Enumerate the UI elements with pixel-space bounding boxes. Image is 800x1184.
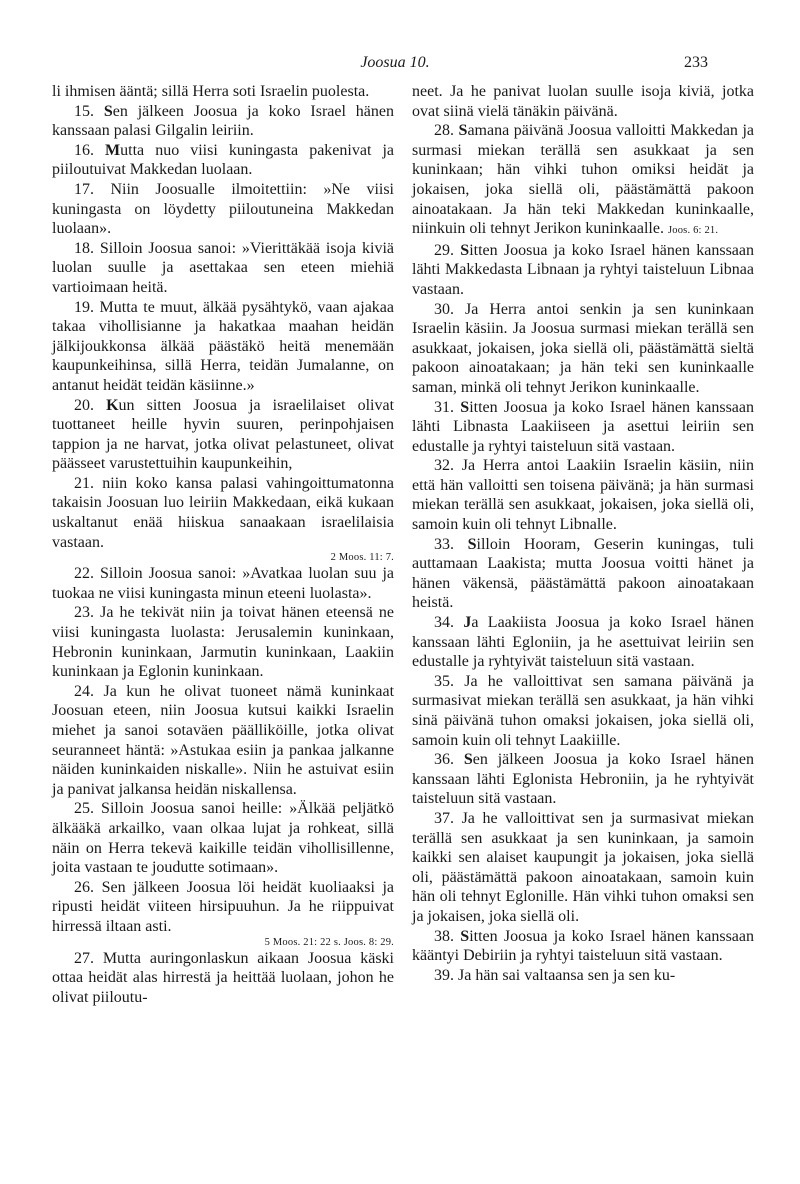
cross-reference: 2 Moos. 11: 7. bbox=[330, 552, 394, 564]
verse-text: Ja hän sai valtaansa sen ja sen ku- bbox=[458, 966, 676, 984]
running-title: Joosua 10. bbox=[360, 54, 430, 71]
verse-number: 39. bbox=[434, 966, 454, 984]
verse-35 bbox=[412, 672, 754, 750]
verse-number: 34. bbox=[434, 614, 454, 632]
verse-39 bbox=[412, 966, 754, 986]
verse-text: a Laakiista Joosua ja koko Israel hänen kanssaan lähti Egloniin, ja he asettuivat leiriin sen edustalle ja ryhtyivät taisteluun sitä vastaan. bbox=[412, 614, 755, 671]
verse-number: 37. bbox=[434, 809, 454, 827]
verse-20 bbox=[52, 396, 394, 474]
verse-number: 25. bbox=[74, 800, 94, 818]
verse-number: 17. bbox=[74, 180, 94, 198]
verse-text: Ja Herra antoi senkin ja sen kuninkaan Israelin käsiin. Ja Joosua surmasi miekan terällä sen asukkaat, jokaisen, joka siellä oli, päästämättä sieltä pakoon ainoatakaan; ja hän teki sen kuninkaalle saman, minkä oli tehnyt Jerikon kuninkaalle. bbox=[412, 300, 755, 396]
verse-text: en jälkeen Joosua ja koko Israel hänen kanssaan lähti Eglonista Hebroniin, ja he ryhtyivät taisteluun sitä vastaan. bbox=[412, 751, 755, 808]
page-header bbox=[0, 54, 800, 78]
verse-text: itten Joosua ja koko Israel hänen kanssaan lähti Libnasta Laakiiseen ja asettui leiriin sen edustalle ja ryhtyi taisteluun sitä vastaan. bbox=[412, 398, 755, 455]
cross-reference: 5 Moos. 21: 22 s. Joos. 8: 29. bbox=[264, 936, 394, 948]
verse-lead-letter: S bbox=[103, 102, 113, 120]
verse-text: Ja he valloittivat sen ja surmasivat miekan terällä sen asukkaat ja sen kuninkaan, ja samoin kaikki sen alaiset kaupungit ja jokaisen, joka siellä oli, päästämättä pakoon ainoatakaan, samoin kuin hän oli tehnyt Eglonille. Hän vihki tuhon omaksi sen ja jokaisen, joka siellä oli. bbox=[412, 809, 755, 925]
verse-lead-letter: S bbox=[460, 398, 470, 416]
verse-number: 30. bbox=[434, 300, 454, 318]
verse-24 bbox=[52, 682, 394, 800]
verse-37 bbox=[412, 809, 754, 927]
verse-number: 26. bbox=[74, 878, 94, 896]
verse-38 bbox=[412, 927, 754, 966]
verse-30 bbox=[412, 300, 754, 398]
verse-19 bbox=[52, 298, 394, 396]
verse-text: Mutta auringonlaskun aikaan Joosua käski ottaa heidät alas hirrestä ja heittää luolaan, johon he olivat piiloutu- bbox=[52, 949, 394, 1006]
verse-18 bbox=[52, 239, 394, 298]
verse-number: 28. bbox=[434, 122, 454, 140]
verse-lead-letter: J bbox=[463, 614, 472, 632]
verse-number: 29. bbox=[434, 241, 454, 259]
verse-text: illoin Hooram, Geserin kuningas, tuli auttamaan Laakista; mutta Joosua voitti hänet ja hänen väkensä, päästämättä pakoon ainoatakaan heistä. bbox=[412, 535, 755, 612]
verse-number: 24. bbox=[74, 682, 94, 700]
verse-number: 38. bbox=[434, 927, 454, 945]
verse-number: 22. bbox=[74, 565, 94, 583]
verse-text: Ja he tekivät niin ja toivat hänen eteensä ne viisi kuningasta luolasta: Jerusalemin kuninkaan, Hebronin kuninkaan, Jarmutin kuninkaan, Laakiin kuninkaan ja Eglonin kuninkaan. bbox=[52, 604, 395, 681]
left-column bbox=[52, 82, 394, 1007]
verse-26 bbox=[52, 878, 394, 949]
verse-lead-letter: S bbox=[467, 535, 477, 553]
verse-33 bbox=[412, 535, 754, 613]
verse-text: Sen jälkeen Joosua löi heidät kuoliaaksi ja ripusti heidät viiteen hirsipuuhun. Ja he riippuivat hirressä iltaan asti. bbox=[52, 878, 395, 935]
verse-lead-letter: S bbox=[460, 241, 470, 259]
verse-text: en jälkeen Joosua ja koko Israel hänen kanssaan palasi Gilgalin leiriin. bbox=[52, 102, 395, 140]
verse-25 bbox=[52, 799, 394, 877]
verse-number: 31. bbox=[434, 398, 454, 416]
verse-text: un sitten Joosua ja israelilaiset olivat tuottaneet heille hyvin suuren, perinpohjaisen tappion ja ne harvat, jotka olivat pelastuneet, olivat päässeet varustettuihin kaupunkeihin, bbox=[52, 396, 395, 473]
verse-34 bbox=[412, 613, 754, 672]
verse-text: niin koko kansa palasi vahingoittumatonna takaisin Joosuan luo leiriin Makkedaan, eikä kukaan uskaltanut enää hiiskua sanaakaan israelilaisia vastaan. bbox=[52, 474, 394, 551]
right-column bbox=[412, 82, 754, 985]
verse-text: Ja Herra antoi Laakiin Israelin käsiin, niin että hän valloitti sen toisena päivänä; ja hän surmasi miekan terällä sen asukkaat, jokaisen, joka siellä oli, samoin kuin oli tehnyt Libnalle. bbox=[412, 457, 755, 534]
verse-17 bbox=[52, 180, 394, 239]
verse-number: 19. bbox=[74, 298, 94, 316]
verse-32 bbox=[412, 456, 754, 534]
verse-lead-letter: S bbox=[460, 927, 470, 945]
verse-22 bbox=[52, 564, 394, 603]
verse-number: 20. bbox=[74, 396, 94, 414]
verse-number: 23. bbox=[74, 604, 94, 622]
verse-text: Ja he valloittivat sen samana päivänä ja surmasivat miekan terällä sen asukkaat, ja hän vihki sinä päivänä tuhon omaksi jokaisen, joka siellä oli, samoin kuin oli tehnyt Laakiille. bbox=[412, 672, 754, 749]
verse-number: 21. bbox=[74, 474, 94, 492]
verse-number: 32. bbox=[434, 457, 454, 475]
verse-lead-letter: M bbox=[105, 141, 121, 159]
verse-27 bbox=[52, 949, 394, 1008]
cross-reference: Joos. 6: 21. bbox=[667, 225, 719, 237]
verse-36 bbox=[412, 750, 754, 809]
verse-16 bbox=[52, 141, 394, 180]
verse-29 bbox=[412, 241, 754, 300]
continued-text: li ihmisen ääntä; sillä Herra soti Israelin puolesta. bbox=[52, 83, 370, 100]
verse-number: 33. bbox=[434, 535, 454, 553]
verse-23 bbox=[52, 603, 394, 681]
verse-text: amana päivänä Joosua valloitti Makkedan ja surmasi miekan terällä sen asukkaat ja sen kuninkaan; hän vihki tuhon omiksi heidät ja jokaisen, joka siellä oli, päästämättä pakoon ainoatakaan. Ja hän teki Makkedan kuninkaalle, niinkuin oli tehnyt Jerikon kuninkaalle. bbox=[412, 122, 754, 238]
verse-text: Silloin Joosua sanoi: »Vierittäkää isoja kiviä luolan suulle ja asettakaa sen eteen miehiä vartioimaan heitä. bbox=[52, 239, 394, 296]
verse-text: Mutta te muut, älkää pysähtykö, vaan ajakaa takaa vihollisianne ja hakatkaa maahan heidän jälkijoukkonsa älkää päästäkö heitä menemään kaupunkeihinsa, sillä Herra, teidän Jumalanne, on antanut heidät teidän käsiinne.» bbox=[52, 298, 395, 394]
verse-text: itten Joosua ja koko Israel hänen kanssaan lähti Makkedasta Libnaan ja ryhtyi taisteluun Libnaa vastaan. bbox=[412, 241, 755, 298]
page-number: 233 bbox=[684, 54, 708, 71]
verse-15 bbox=[52, 102, 394, 141]
verse-text: Silloin Joosua sanoi: »Avatkaa luolan suu ja tuokaa ne viisi kuningasta minun eteeni luolasta». bbox=[52, 565, 394, 602]
verse-text: Ja kun he olivat tuoneet nämä kuninkaat Joosuan eteen, niin Joosua kutsui kaikki Israelin miehet ja sanoi sotaväen päälliköille, jotka olivat seuranneet häntä: »Astukaa esiin ja pankaa jalkanne näiden kuninkaiden niskalle». Niin he astuivat esiin ja panivat jalkansa heidän niskallensa. bbox=[52, 682, 395, 798]
verse-28 bbox=[412, 121, 754, 241]
verse-lead-letter: S bbox=[458, 122, 468, 140]
verse-number: 18. bbox=[74, 239, 94, 257]
verse-number: 27. bbox=[74, 949, 94, 967]
verse-number: 16. bbox=[74, 141, 94, 159]
verse-number: 35. bbox=[434, 672, 454, 690]
verse-31 bbox=[412, 398, 754, 457]
verse-lead-letter: K bbox=[106, 396, 119, 414]
verse-text: utta nuo viisi kuningasta pakenivat ja piiloutuivat Makkedan luolaan. bbox=[52, 141, 394, 179]
verse-text: Silloin Joosua sanoi heille: »Älkää peljätkö älkääkä arkailko, vaan olkaa lujat ja rohkeat, sillä näin on Herra tekevä kaikille teidän vihollisillenne, joita vastaan te joudutte sotimaan». bbox=[52, 800, 395, 877]
verse-number: 36. bbox=[434, 751, 454, 769]
verse-text: Niin Joosualle ilmoitettiin: »Ne viisi kuningasta on löydetty piiloutuneina Makkedan luolaan». bbox=[52, 180, 395, 238]
verse-lead-letter: S bbox=[463, 751, 473, 769]
verse-number: 15. bbox=[74, 102, 94, 120]
continued-text: neet. Ja he panivat luolan suulle isoja kiviä, jotka ovat siinä vielä tänäkin päivänä. bbox=[412, 83, 754, 120]
verse-21 bbox=[52, 474, 394, 564]
verse-text: itten Joosua ja koko Israel hänen kanssaan kääntyi Debiriin ja ryhtyi taisteluun sitä vastaan. bbox=[412, 927, 755, 965]
